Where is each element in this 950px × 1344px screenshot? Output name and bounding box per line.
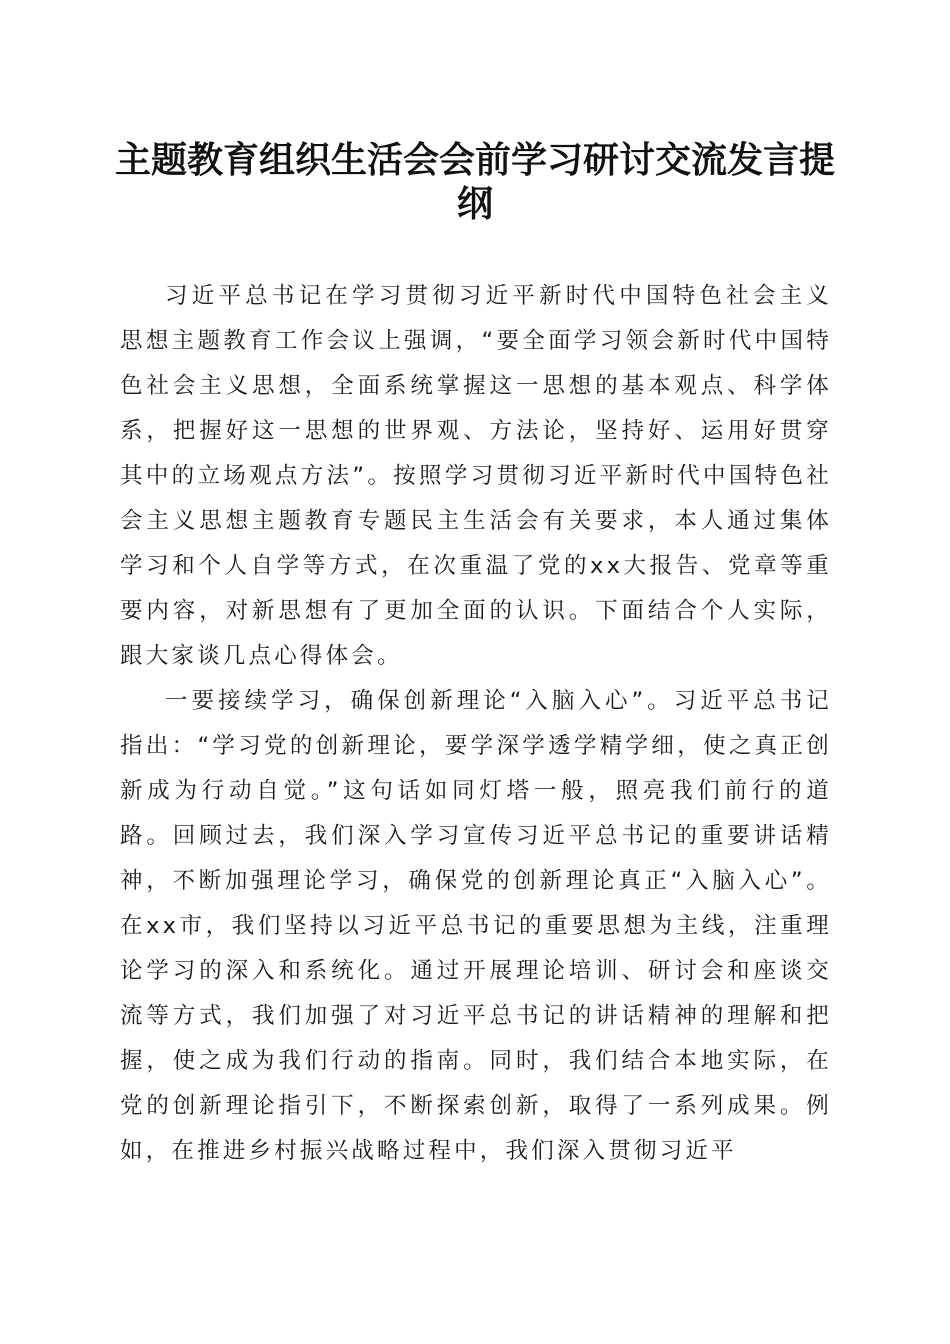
document-title: 主题教育组织生活会会前学习研讨交流发言提纲 [114,139,835,225]
paragraph-intro: 习近平总书记在学习贯彻习近平新时代中国特色社会主义思想主题教育工作会议上强调，“要全面学习领会新时代中国特色社会主义思想，全面系统掌握这一思想的基本观点、科学体系，把握好这一思想的世界观、方法论，坚持好、运用好贯穿其中的立场观点方法”。按照学习贯彻习近平新时代中国特色社会主义思想主题教育专题民主生活会有关要求，本人通过集体学习和个人自学等方式，在次重温了党的xx大报告、党章等重要内容，对新思想有了更加全面的认识。下面结合个人实际，跟大家谈几点心得体会。 [120,283,832,669]
paragraph-point-one: 一要接续学习，确保创新理论“入脑入心”。习近平总书记指出：“学习党的创新理论，要学深学透学精学细，使之真正创新成为行动自觉。”这句话如同灯塔一般，照亮我们前行的道路。回顾过去，我们深入学习宣传习近平总书记的重要讲话精神，不断加强理论学习，确保党的创新理论真正“入脑入心”。在xx市，我们坚持以习近平总书记的重要思想为主线，注重理论学习的深入和系统化。通过开展理论培训、研讨会和座谈交流等方式，我们加强了对习近平总书记的讲话精神的理解和把握，使之成为我们行动的指南。同时，我们结合本地实际，在党的创新理论指引下，不断探索创新，取得了一系列成果。例如，在推进乡村振兴战略过程中，我们深入贯彻习近平 [120,688,832,1164]
document-body [120,274,832,1174]
